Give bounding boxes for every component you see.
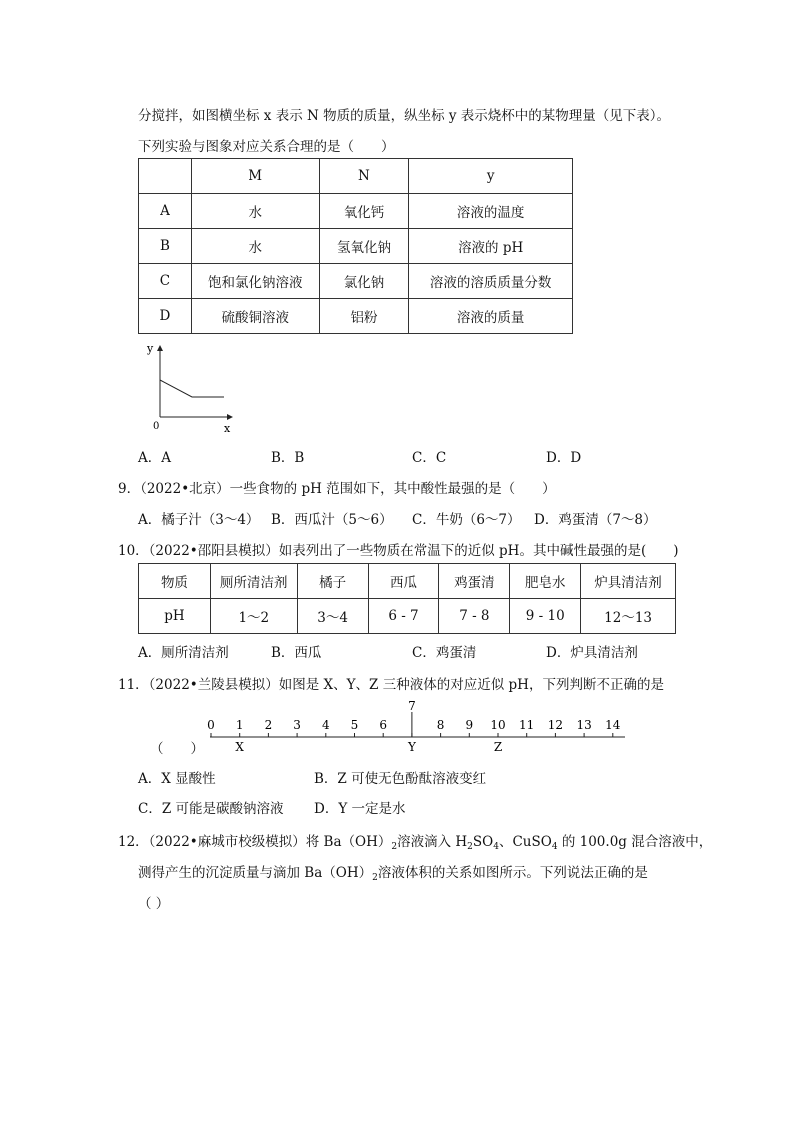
q12-subscript: 2: [372, 873, 378, 883]
q10-cell: 7 - 8: [439, 599, 510, 634]
q10-table: [138, 563, 676, 634]
q8-header-cell: y: [409, 159, 573, 194]
q12-text: 的 100.0g 混合溶液中，: [557, 834, 713, 850]
q10-cell: 3～4: [297, 599, 368, 634]
ph-tick-label: 13: [576, 718, 592, 732]
q10-cell: pH: [139, 599, 211, 634]
x-axis-label: x: [224, 422, 231, 435]
q10-option-b[interactable]: B．西瓜: [271, 645, 322, 661]
q8-line1: 分搅拌，如图横坐标 x 表示 N 物质的质量，纵坐标 y 表示烧杯中的某物理量（见下表）。: [138, 108, 671, 124]
q12-text: 、CuSO: [498, 834, 552, 850]
q8-cell: 溶液的溶质质量分数: [409, 264, 573, 299]
q12-subscript: 4: [551, 842, 558, 852]
q9-option-d[interactable]: D．鸡蛋清（7～8）: [534, 512, 657, 528]
q12-line3: （ ）: [138, 896, 170, 912]
ph-tick-label: 1: [235, 718, 244, 732]
q11-option-a[interactable]: A．X 显酸性: [138, 771, 216, 787]
q12-text: 测得产生的沉淀质量与滴加 Ba（OH）: [138, 865, 373, 881]
q12-text: SO: [472, 834, 494, 850]
q8-option-b[interactable]: B．B: [271, 450, 305, 466]
q10-cell: 厕所清洁剂: [210, 564, 297, 599]
ph-mark-label: Z: [493, 740, 503, 754]
q11-paren: （ ）: [150, 741, 204, 757]
q8-option-a[interactable]: A．A: [138, 450, 171, 466]
y-axis-label: y: [147, 342, 154, 355]
q11-stem: 11．（2022•兰陵县模拟）如图是 X、Y、Z 三种液体的对应近似 pH，下列判断不正确的是: [118, 677, 664, 693]
q8-header-cell: N: [319, 159, 409, 194]
q10-cell: 橘子: [297, 564, 368, 599]
q10-cell: 鸡蛋清: [439, 564, 510, 599]
origin-label: 0: [153, 421, 160, 432]
q10-option-d[interactable]: D．炉具清洁剂: [546, 645, 638, 661]
q8-table: [138, 158, 573, 334]
ph-tick-label: 5: [350, 718, 359, 732]
q8-header-cell: M: [191, 159, 319, 194]
q8-cell: C: [139, 264, 192, 299]
q8-cell: A: [139, 194, 192, 229]
q10-cell: 1～2: [210, 599, 297, 634]
q8-cell: 溶液的温度: [409, 194, 573, 229]
q8-cell: 溶液的质量: [409, 299, 573, 334]
q10-cell: 炉具清洁剂: [581, 564, 676, 599]
q12-text: 溶液滴入 H: [397, 834, 468, 850]
ph-scale: [200, 700, 630, 755]
ph-tick-label: 11: [519, 718, 535, 732]
ph-tick-label: 9: [465, 718, 474, 732]
q9-stem: 9．（2022•北京）一些食物的 pH 范围如下，其中酸性最强的是（ ）: [118, 481, 556, 497]
q10-cell: 6 - 7: [368, 599, 439, 634]
q8-cell: B: [139, 229, 192, 264]
q12-subscript: 2: [391, 842, 398, 852]
q12-subscript: 2: [467, 842, 473, 852]
q9-option-b[interactable]: B．西瓜汁（5～6）: [271, 512, 393, 528]
q8-curve: [160, 380, 224, 397]
q8-cell: 氧化钙: [319, 194, 409, 229]
q11-option-d[interactable]: D．Y 一定是水: [314, 801, 406, 817]
q8-cell: 溶液的 pH: [409, 229, 573, 264]
q10-option-a[interactable]: A．厕所清洁剂: [138, 645, 229, 661]
q12-text: 溶液体积的关系如图所示。下列说法正确的是: [377, 865, 648, 881]
ph-mark-label: X: [235, 740, 244, 754]
ph-tick-label: 12: [547, 718, 564, 732]
q10-cell: 9 - 10: [510, 599, 581, 634]
ph-mark-label: Y: [407, 740, 416, 754]
q8-cell: D: [139, 299, 192, 334]
q10-cell: 西瓜: [368, 564, 439, 599]
q12-subscript: 4: [493, 842, 499, 852]
ph-tick-label: 10: [490, 718, 506, 732]
ph-tick-label: 6: [379, 718, 388, 732]
q9-option-a[interactable]: A．橘子汁（3～4）: [138, 512, 260, 528]
ph-tick-label: 7: [408, 700, 416, 713]
q10-cell: 物质: [139, 564, 211, 599]
q11-option-c[interactable]: C．Z 可能是碳酸钠溶液: [138, 801, 284, 817]
q8-option-c[interactable]: C．C: [412, 450, 447, 466]
q8-graph: [140, 340, 250, 435]
q8-cell: 铝粉: [319, 299, 409, 334]
q8-cell: 氢氧化钠: [319, 229, 409, 264]
q10-cell: 肥皂水: [510, 564, 581, 599]
q8-option-d[interactable]: D．D: [546, 450, 582, 466]
q8-cell: 水: [191, 229, 319, 264]
ph-tick-label: 3: [293, 718, 301, 732]
ph-tick-label: 14: [605, 718, 621, 732]
q8-cell: 饱和氯化钠溶液: [191, 264, 319, 299]
q8-cell: 氯化钠: [319, 264, 409, 299]
q10-option-c[interactable]: C．鸡蛋清: [412, 645, 477, 661]
q9-option-c[interactable]: C．牛奶（6～7）: [412, 512, 521, 528]
q10-stem: 10．（2022•邵阳县模拟）如表列出了一些物质在常温下的近似 pH。其中碱性最强的是( ): [118, 543, 679, 559]
q11-option-b[interactable]: B．Z 可使无色酚酞溶液变红: [314, 771, 487, 787]
q12-line2: [138, 861, 648, 881]
q8-cell: 水: [191, 194, 319, 229]
ph-tick-label: 0: [207, 718, 215, 732]
q10-cell: 12～13: [581, 599, 676, 634]
q12-text: 12．（2022•麻城市校级模拟）将 Ba（OH）: [118, 834, 392, 850]
q8-header-cell: [139, 159, 192, 194]
ph-tick-label: 2: [264, 718, 273, 732]
ph-tick-label: 8: [436, 718, 445, 732]
q8-line2: 下列实验与图象对应关系合理的是（ ）: [138, 139, 395, 155]
q8-cell: 硫酸铜溶液: [191, 299, 319, 334]
ph-tick-label: 4: [321, 718, 330, 732]
q12-line1: [118, 830, 712, 850]
